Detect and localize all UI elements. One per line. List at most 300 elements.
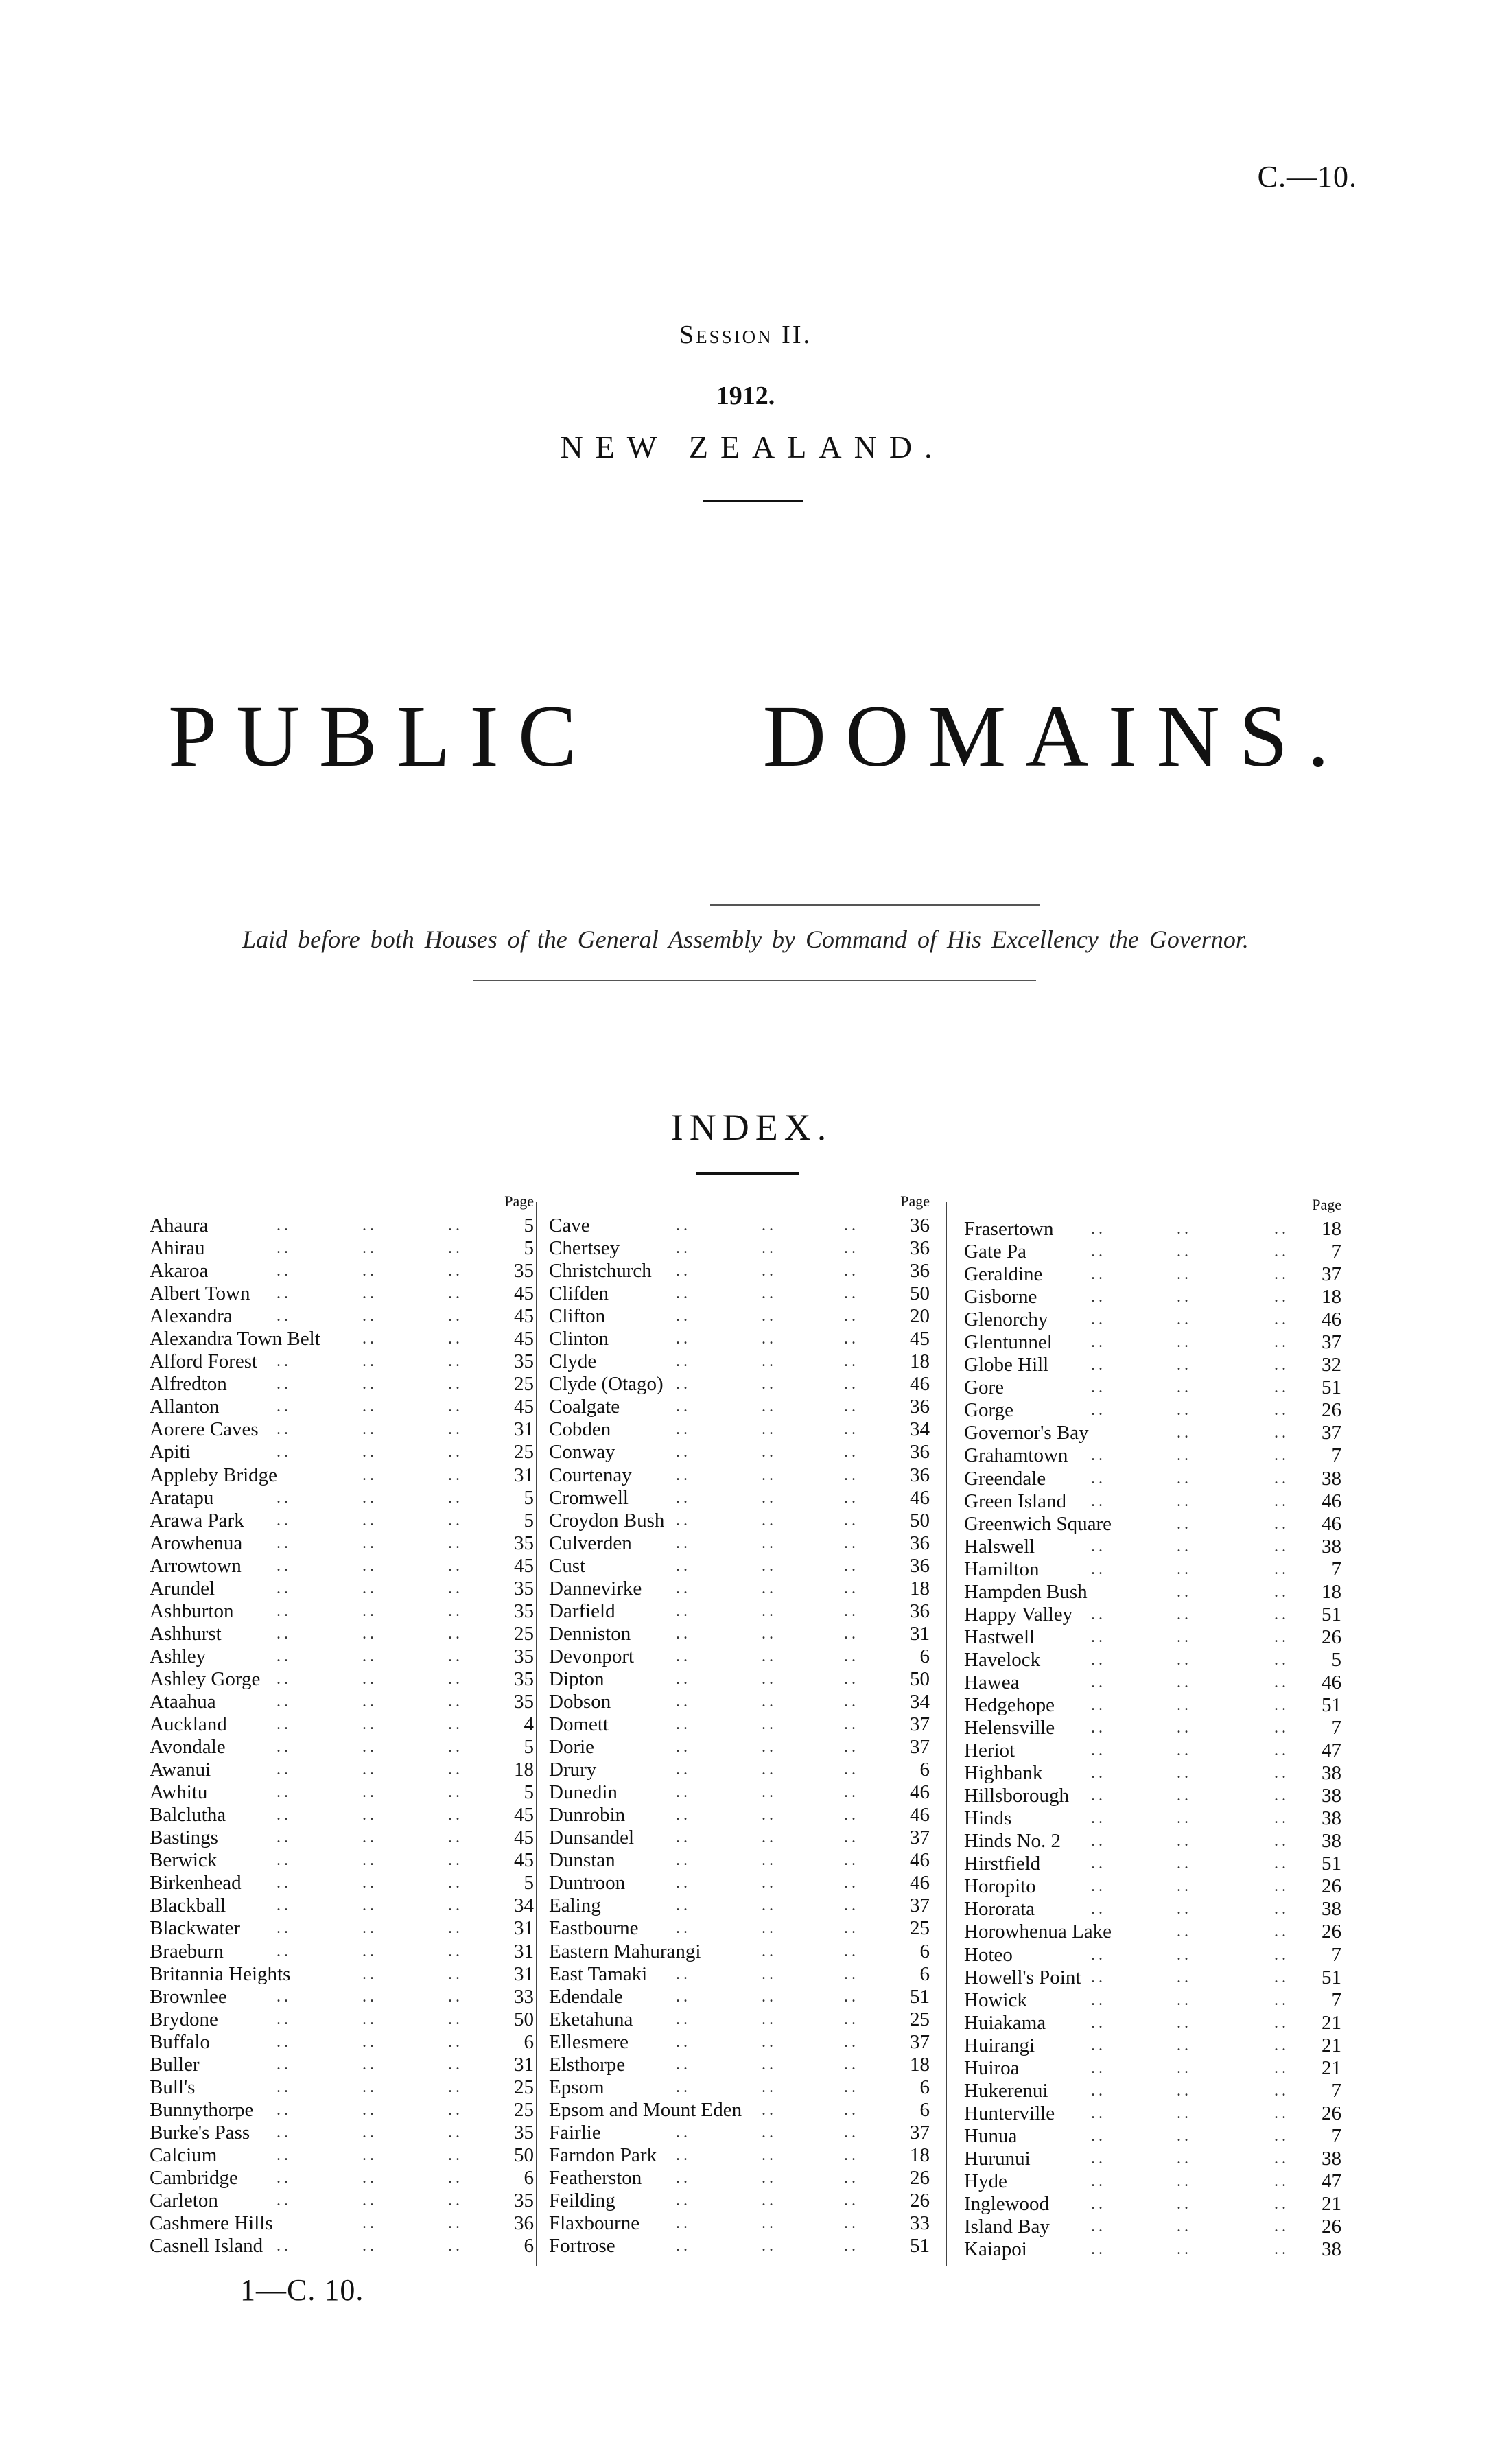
index-entry bbox=[549, 2190, 930, 2212]
leader-dots: .. bbox=[277, 1738, 292, 1757]
leader-dots: .. bbox=[362, 1874, 377, 1892]
leader-dots: .. bbox=[448, 1239, 463, 1258]
entry-page: 35 bbox=[514, 2121, 534, 2144]
leader-dots: .. bbox=[1274, 1741, 1289, 1760]
leader-dots: .. bbox=[448, 1217, 463, 1234]
entry-name: Hoteo bbox=[964, 1943, 1013, 1966]
leader-dots: .. bbox=[676, 1829, 691, 1847]
entry-name: Bunnythorpe bbox=[150, 2098, 254, 2121]
entry-page: 45 bbox=[514, 1849, 534, 1872]
leader-dots: .. bbox=[844, 2237, 859, 2255]
leader-dots: .. bbox=[844, 1556, 859, 1575]
entry-name: Dipton bbox=[549, 1667, 604, 1690]
leader-dots: .. bbox=[1091, 1356, 1106, 1374]
index-entry bbox=[549, 1872, 930, 1894]
leader-dots: .. bbox=[762, 1352, 777, 1371]
entry-name: Hunua bbox=[964, 2124, 1018, 2147]
leader-dots: .. bbox=[277, 2055, 292, 2074]
entry-page: 7 bbox=[1331, 1943, 1341, 1966]
entry-page: 38 bbox=[1322, 1762, 1341, 1785]
leader-dots: .. bbox=[1274, 1560, 1289, 1578]
index-entry bbox=[150, 1691, 534, 1713]
entry-name: Greendale bbox=[964, 1467, 1046, 1490]
entry-page: 6 bbox=[919, 1962, 930, 1985]
entry-name: Hinds bbox=[964, 1807, 1012, 1830]
leader-dots: .. bbox=[1274, 1900, 1289, 1919]
entry-name: Devonport bbox=[549, 1645, 635, 1667]
leader-dots: .. bbox=[1091, 2081, 1106, 2100]
leader-dots: .. bbox=[362, 1919, 377, 1938]
entry-name: Alexandra Town Belt bbox=[150, 1328, 320, 1350]
leader-dots: .. bbox=[362, 1851, 377, 1870]
entry-page: 31 bbox=[514, 1418, 534, 1441]
entry-name: Happy Valley bbox=[964, 1603, 1073, 1626]
country-title: NEW ZEALAND. bbox=[560, 430, 945, 465]
entry-name: Casnell Island bbox=[150, 2235, 263, 2257]
leader-dots: .. bbox=[1091, 1401, 1106, 1420]
leader-dots: .. bbox=[1091, 1900, 1106, 1919]
leader-dots: .. bbox=[1274, 1673, 1289, 1691]
index-entry bbox=[964, 1739, 1341, 1762]
entry-page: 25 bbox=[514, 1373, 534, 1396]
entry-name: Awhitu bbox=[150, 1781, 208, 1804]
leader-dots: .. bbox=[844, 2123, 859, 2142]
leader-dots: .. bbox=[448, 1488, 463, 1507]
laid-bottom-rule bbox=[473, 980, 1036, 981]
index-entry bbox=[150, 2190, 534, 2212]
entry-page: 38 bbox=[1322, 1535, 1341, 1558]
leader-dots: .. bbox=[448, 1761, 463, 1779]
entry-name: Drury bbox=[549, 1759, 597, 1781]
leader-dots: .. bbox=[448, 1897, 463, 1915]
index-entry bbox=[549, 1804, 930, 1827]
leader-dots: .. bbox=[762, 2146, 777, 2164]
leader-dots: .. bbox=[277, 1829, 292, 1847]
leader-dots: .. bbox=[762, 2168, 777, 2187]
index-entry bbox=[964, 2148, 1341, 2170]
leader-dots: .. bbox=[844, 2146, 859, 2164]
index-entry bbox=[964, 1967, 1341, 1989]
leader-dots: .. bbox=[844, 1942, 859, 1960]
index-entry bbox=[549, 1532, 930, 1555]
entry-page: 26 bbox=[1322, 2216, 1341, 2238]
index-entry bbox=[150, 1418, 534, 1441]
leader-dots: .. bbox=[844, 1783, 859, 1802]
index-entry bbox=[150, 2212, 534, 2235]
index-entry bbox=[964, 1853, 1341, 1875]
index-entry bbox=[150, 1350, 534, 1373]
entry-page: 26 bbox=[1322, 1626, 1341, 1648]
leader-dots: .. bbox=[277, 1556, 292, 1575]
entry-page: 45 bbox=[514, 1305, 534, 1328]
entry-name: Dannevirke bbox=[549, 1577, 642, 1599]
leader-dots: .. bbox=[1274, 2149, 1289, 2168]
leader-dots: .. bbox=[844, 2168, 859, 2187]
leader-dots: .. bbox=[1091, 2172, 1106, 2190]
leader-dots: .. bbox=[1177, 1424, 1192, 1442]
entry-page: 47 bbox=[1322, 1739, 1341, 1762]
leader-dots: .. bbox=[277, 2032, 292, 2051]
leader-dots: .. bbox=[1177, 1265, 1192, 1284]
index-entry bbox=[150, 1623, 534, 1645]
entry-page: 46 bbox=[910, 1486, 930, 1509]
leader-dots: .. bbox=[676, 1307, 691, 1326]
entry-page: 7 bbox=[1331, 1988, 1341, 2011]
leader-dots: .. bbox=[362, 2237, 377, 2255]
leader-dots: .. bbox=[1091, 2104, 1106, 2122]
leader-dots: .. bbox=[362, 1307, 377, 1326]
index-entry bbox=[964, 1309, 1341, 1331]
leader-dots: .. bbox=[362, 2010, 377, 2028]
entry-name: Hawea bbox=[964, 1671, 1020, 1693]
entry-name: Ashley bbox=[150, 1645, 207, 1667]
leader-dots: .. bbox=[1091, 1288, 1106, 1306]
index-entry bbox=[549, 1668, 930, 1691]
entry-name: Hukerenui bbox=[964, 2079, 1048, 2102]
entry-name: Ellesmere bbox=[549, 2030, 629, 2053]
leader-dots: .. bbox=[1177, 1741, 1192, 1760]
leader-dots: .. bbox=[844, 1647, 859, 1665]
entry-name: Aratapu bbox=[150, 1486, 214, 1509]
entry-name: Hedgehope bbox=[964, 1693, 1055, 1716]
leader-dots: .. bbox=[762, 2078, 777, 2096]
index-entry bbox=[150, 1827, 534, 1849]
leader-dots: .. bbox=[1091, 1628, 1106, 1646]
title-word-public: PUBLIC bbox=[168, 688, 596, 785]
entry-page: 5 bbox=[524, 1215, 534, 1236]
index-entry bbox=[964, 1376, 1341, 1399]
entry-page: 26 bbox=[910, 2190, 930, 2212]
leader-dots: .. bbox=[1177, 2195, 1192, 2214]
entry-name: Elsthorpe bbox=[549, 2053, 626, 2076]
entry-name: Buffalo bbox=[150, 2030, 211, 2053]
leader-dots: .. bbox=[448, 1330, 463, 1348]
index-entry bbox=[150, 1759, 534, 1781]
leader-dots: .. bbox=[1091, 1492, 1106, 1510]
entry-page: 25 bbox=[910, 1917, 930, 1940]
entry-page: 35 bbox=[514, 1260, 534, 1282]
leader-dots: .. bbox=[1274, 1628, 1289, 1646]
entry-page: 36 bbox=[910, 1396, 930, 1418]
index-entry bbox=[150, 1464, 534, 1487]
leader-dots: .. bbox=[362, 1488, 377, 1507]
leader-dots: .. bbox=[844, 1806, 859, 1824]
leader-dots: .. bbox=[1274, 1514, 1289, 1533]
entry-name: Governor's Bay bbox=[964, 1422, 1089, 1444]
index-entry bbox=[549, 1623, 930, 1645]
entry-name: Eketahuna bbox=[549, 2008, 633, 2030]
entry-name: Brydone bbox=[150, 2008, 218, 2030]
leader-dots: .. bbox=[1274, 1719, 1289, 1737]
entry-name: Arrowtown bbox=[150, 1554, 242, 1577]
leader-dots: .. bbox=[448, 1601, 463, 1620]
leader-dots: .. bbox=[448, 2237, 463, 2255]
leader-dots: .. bbox=[448, 1738, 463, 1757]
leader-dots: .. bbox=[676, 1556, 691, 1575]
entry-page: 34 bbox=[910, 1690, 930, 1713]
entry-page: 31 bbox=[514, 1962, 534, 1985]
leader-dots: .. bbox=[362, 1601, 377, 1620]
page-footer: 1—C. 10. bbox=[240, 2273, 364, 2307]
leader-dots: .. bbox=[844, 1375, 859, 1394]
leader-dots: .. bbox=[844, 1715, 859, 1734]
index-heading: INDEX. bbox=[670, 1107, 833, 1148]
leader-dots: .. bbox=[1177, 1378, 1192, 1397]
index-entry bbox=[549, 1487, 930, 1510]
leader-dots: .. bbox=[277, 2010, 292, 2028]
index-entry bbox=[150, 2099, 534, 2122]
entry-page: 26 bbox=[1322, 1875, 1341, 1898]
leader-dots: .. bbox=[762, 1783, 777, 1802]
entry-name: Glentunnel bbox=[964, 1331, 1053, 1354]
index-entry bbox=[549, 1396, 930, 1418]
entry-page: 50 bbox=[514, 2144, 534, 2166]
index-entry bbox=[964, 1898, 1341, 1921]
leader-dots: .. bbox=[676, 1443, 691, 1462]
entry-page: 36 bbox=[910, 1532, 930, 1554]
leader-dots: .. bbox=[448, 2055, 463, 2074]
leader-dots: .. bbox=[448, 1262, 463, 1280]
index-entry bbox=[549, 1759, 930, 1781]
leader-dots: .. bbox=[1177, 1514, 1192, 1533]
leader-dots: .. bbox=[844, 1284, 859, 1303]
entry-page: 38 bbox=[1322, 1467, 1341, 1490]
leader-dots: .. bbox=[676, 1601, 691, 1620]
leader-dots: .. bbox=[1091, 1220, 1106, 1238]
leader-dots: .. bbox=[277, 1715, 292, 1734]
session-label: Session bbox=[679, 320, 773, 349]
index-entry bbox=[150, 2122, 534, 2144]
leader-dots: .. bbox=[362, 1829, 377, 1847]
leader-dots: .. bbox=[1091, 1832, 1106, 1851]
leader-dots: .. bbox=[277, 1692, 292, 1711]
leader-dots: .. bbox=[676, 1806, 691, 1824]
entry-name: Gate Pa bbox=[964, 1241, 1026, 1263]
leader-dots: .. bbox=[1274, 1537, 1289, 1556]
index-entry bbox=[150, 1872, 534, 1894]
entry-name: Flaxbourne bbox=[549, 2212, 640, 2235]
leader-dots: .. bbox=[277, 1217, 292, 1234]
entry-page: 6 bbox=[524, 2166, 534, 2189]
entry-name: Appleby Bridge bbox=[150, 1464, 278, 1486]
leader-dots: .. bbox=[448, 1624, 463, 1643]
entry-page: 46 bbox=[1322, 1512, 1341, 1535]
leader-dots: .. bbox=[1091, 1741, 1106, 1760]
index-entry bbox=[150, 1713, 534, 1736]
leader-dots: .. bbox=[1177, 1605, 1192, 1623]
leader-dots: .. bbox=[1274, 1945, 1289, 1964]
index-entry bbox=[150, 1328, 534, 1350]
entry-name: Britannia Heights bbox=[150, 1962, 291, 1985]
entry-page: 38 bbox=[1322, 1830, 1341, 1853]
leader-dots: .. bbox=[362, 1964, 377, 1983]
index-entry bbox=[549, 1328, 930, 1350]
index-entry bbox=[549, 1373, 930, 1396]
entry-name: Balclutha bbox=[150, 1804, 226, 1827]
index-entry bbox=[150, 1668, 534, 1691]
leader-dots: .. bbox=[1177, 1764, 1192, 1783]
leader-dots: .. bbox=[448, 1964, 463, 1983]
entry-name: Bull's bbox=[150, 2076, 196, 2098]
entry-page: 50 bbox=[910, 1282, 930, 1305]
leader-dots: .. bbox=[1274, 1582, 1289, 1601]
leader-dots: .. bbox=[1274, 1446, 1289, 1465]
index-entry bbox=[549, 1418, 930, 1441]
leader-dots: .. bbox=[277, 1647, 292, 1665]
leader-dots: .. bbox=[1274, 1378, 1289, 1397]
leader-dots: .. bbox=[1177, 1787, 1192, 1805]
entry-name: Chertsey bbox=[549, 1237, 620, 1260]
entry-page: 5 bbox=[524, 1486, 534, 1509]
entry-page: 50 bbox=[910, 1509, 930, 1532]
entry-name: Clifden bbox=[549, 1282, 609, 1305]
entry-page: 18 bbox=[1322, 1286, 1341, 1309]
entry-name: Helensville bbox=[964, 1717, 1055, 1739]
leader-dots: .. bbox=[1274, 1469, 1289, 1488]
leader-dots: .. bbox=[448, 1398, 463, 1416]
leader-dots: .. bbox=[362, 2214, 377, 2233]
entry-page: 51 bbox=[1322, 1603, 1341, 1626]
entry-page: 51 bbox=[1322, 1376, 1341, 1399]
entry-page: 34 bbox=[514, 1894, 534, 1917]
leader-dots: .. bbox=[844, 1443, 859, 1462]
index-entry bbox=[150, 1781, 534, 1804]
index-entry bbox=[549, 1827, 930, 1849]
entry-page: 18 bbox=[910, 1350, 930, 1373]
leader-dots: .. bbox=[762, 1511, 777, 1529]
entry-page: 36 bbox=[910, 1215, 930, 1236]
leader-dots: .. bbox=[1274, 2218, 1289, 2236]
entry-name: Eastern Mahurangi bbox=[549, 1940, 701, 1962]
entry-page: 46 bbox=[910, 1804, 930, 1827]
entry-page: 35 bbox=[514, 1532, 534, 1554]
index-entry bbox=[549, 1940, 930, 1963]
index-entry bbox=[964, 2034, 1341, 2057]
leader-dots: .. bbox=[448, 1783, 463, 1802]
leader-dots: .. bbox=[844, 1851, 859, 1870]
leader-dots: .. bbox=[1177, 2013, 1192, 2032]
index-entry bbox=[964, 2125, 1341, 2148]
leader-dots: .. bbox=[844, 1511, 859, 1529]
entry-name: Inglewood bbox=[964, 2193, 1050, 2216]
entry-name: Coalgate bbox=[549, 1396, 620, 1418]
entry-page: 21 bbox=[1322, 2193, 1341, 2216]
entry-page: 6 bbox=[919, 1645, 930, 1667]
leader-dots: .. bbox=[844, 1330, 859, 1348]
leader-dots: .. bbox=[1091, 1968, 1106, 1986]
leader-dots: .. bbox=[844, 1919, 859, 1938]
leader-dots: .. bbox=[1177, 1945, 1192, 1964]
leader-dots: .. bbox=[1177, 2058, 1192, 2077]
entry-name: Greenwich Square bbox=[964, 1512, 1112, 1535]
leader-dots: .. bbox=[844, 1534, 859, 1552]
leader-dots: .. bbox=[1091, 1378, 1106, 1397]
leader-dots: .. bbox=[844, 2010, 859, 2028]
index-entry bbox=[549, 1441, 930, 1464]
entry-name: Alford Forest bbox=[150, 1350, 258, 1373]
index-entry bbox=[549, 2122, 930, 2144]
entry-name: Denniston bbox=[549, 1622, 631, 1645]
leader-dots: .. bbox=[362, 2146, 377, 2164]
entry-page: 36 bbox=[514, 2212, 534, 2235]
leader-dots: .. bbox=[277, 2078, 292, 2096]
session-number: II. bbox=[782, 320, 812, 349]
leader-dots: .. bbox=[1274, 1265, 1289, 1284]
leader-dots: .. bbox=[844, 1669, 859, 1688]
leader-dots: .. bbox=[676, 1239, 691, 1258]
index-entry bbox=[549, 1986, 930, 2008]
leader-dots: .. bbox=[362, 1420, 377, 1439]
index-entry bbox=[150, 2144, 534, 2167]
leader-dots: .. bbox=[762, 1897, 777, 1915]
entry-page: 37 bbox=[910, 1713, 930, 1736]
leader-dots: .. bbox=[1274, 1356, 1289, 1374]
index-entry bbox=[549, 1350, 930, 1373]
index-entry bbox=[150, 1260, 534, 1282]
index-entry bbox=[549, 1282, 930, 1305]
index-entry bbox=[549, 1894, 930, 1917]
leader-dots: .. bbox=[844, 1239, 859, 1258]
leader-dots: .. bbox=[1177, 1855, 1192, 1873]
leader-dots: .. bbox=[448, 2032, 463, 2051]
leader-dots: .. bbox=[1274, 1877, 1289, 1896]
leader-dots: .. bbox=[277, 1352, 292, 1371]
leader-dots: .. bbox=[762, 1239, 777, 1258]
leader-dots: .. bbox=[448, 2168, 463, 2187]
leader-dots: .. bbox=[676, 2214, 691, 2233]
entry-page: 6 bbox=[919, 2076, 930, 2098]
leader-dots: .. bbox=[1274, 1333, 1289, 1352]
entry-page: 36 bbox=[910, 1260, 930, 1282]
leader-dots: .. bbox=[448, 1443, 463, 1462]
leader-dots: .. bbox=[762, 1579, 777, 1597]
entry-page: 45 bbox=[514, 1554, 534, 1577]
index-entry bbox=[964, 1921, 1341, 1943]
leader-dots: .. bbox=[362, 1398, 377, 1416]
leader-dots: .. bbox=[1177, 1469, 1192, 1488]
title-word-domains: DOMAINS. bbox=[762, 688, 1348, 785]
leader-dots: .. bbox=[1177, 2218, 1192, 2236]
leader-dots: .. bbox=[448, 1851, 463, 1870]
leader-dots: .. bbox=[448, 1692, 463, 1711]
laid-before-statement: Laid before both Houses of the General Assembly by Command of His Excellency the Governor. bbox=[242, 926, 1249, 953]
entry-name: Birkenhead bbox=[150, 1872, 242, 1894]
leader-dots: .. bbox=[448, 2214, 463, 2233]
leader-dots: .. bbox=[1274, 1605, 1289, 1623]
leader-dots: .. bbox=[762, 1715, 777, 1734]
entry-page: 21 bbox=[1322, 2056, 1341, 2079]
index-entry bbox=[549, 1713, 930, 1736]
leader-dots: .. bbox=[676, 1851, 691, 1870]
leader-dots: .. bbox=[762, 1398, 777, 1416]
index-entry bbox=[549, 1963, 930, 1986]
index-entry bbox=[150, 1894, 534, 1917]
header-divider bbox=[703, 500, 803, 502]
index-entry bbox=[964, 2216, 1341, 2238]
leader-dots: .. bbox=[676, 2055, 691, 2074]
index-entry bbox=[150, 1282, 534, 1305]
session-year: 1912. bbox=[716, 382, 775, 410]
entry-page: 25 bbox=[514, 1441, 534, 1464]
leader-dots: .. bbox=[1177, 2126, 1192, 2145]
leader-dots: .. bbox=[676, 2192, 691, 2210]
entry-name: Ataahua bbox=[150, 1690, 216, 1713]
index-entry bbox=[964, 1785, 1341, 1807]
entry-page: 6 bbox=[524, 2030, 534, 2053]
leader-dots: .. bbox=[676, 2237, 691, 2255]
leader-dots: .. bbox=[762, 2192, 777, 2210]
leader-dots: .. bbox=[1177, 1537, 1192, 1556]
